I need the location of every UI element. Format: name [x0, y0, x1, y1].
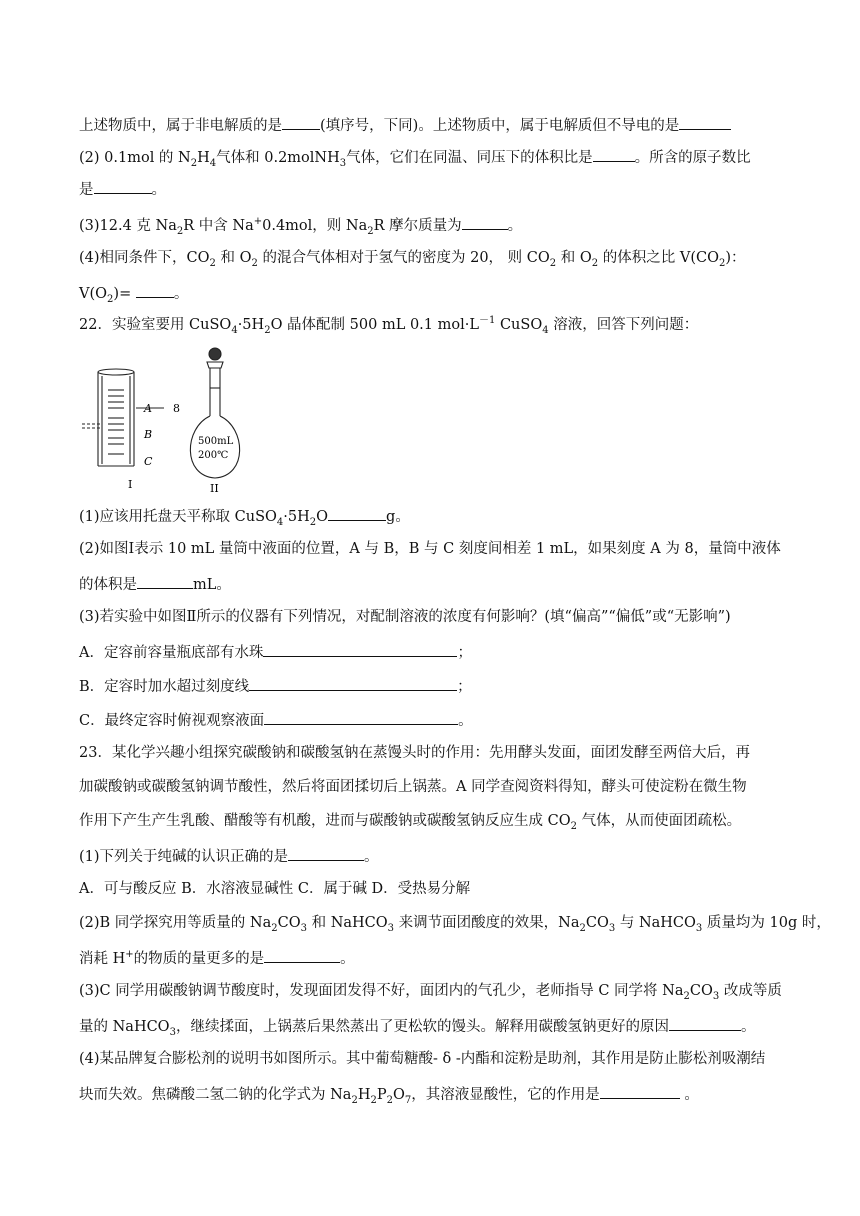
text: 作用下产生产生乳酸、醋酸等有机酸，进而与碳酸钠或碳酸氢钠反应生成 CO	[79, 813, 571, 829]
text: (2)如图Ⅰ表示 10 mL 量筒中液面的位置，A 与 B，B 与 C 刻度间相差 1 mL，如果刻度 A 为 8，量筒中液体	[79, 541, 781, 557]
q23-part1-options	[79, 879, 470, 899]
text: (3)C 同学用碳酸钠调节酸度时，发现面团发得不好，面团内的气孔少，老师指导 C 同学将 Na	[79, 983, 684, 999]
answer-blank[interactable]	[600, 1083, 680, 1099]
subscript: 4	[209, 157, 217, 169]
text: ，其溶液显酸性，它的作用是	[411, 1087, 600, 1103]
text: 与 NaHCO	[615, 915, 696, 931]
answer-blank[interactable]	[264, 709, 458, 725]
text: 量的 NaHCO	[79, 1019, 170, 1035]
subscript: 2	[309, 516, 317, 528]
subscript: 7	[404, 1094, 412, 1106]
subscript: 2	[718, 257, 726, 269]
text: 22．实验室要用 CuSO	[79, 317, 232, 333]
subscript: 2	[209, 257, 216, 269]
text: )=	[113, 286, 136, 302]
answer-blank[interactable]	[263, 641, 457, 657]
text: 的混合气体相对于氢气的密度为 20， 则 CO	[257, 250, 550, 266]
answer-blank[interactable]	[288, 845, 364, 861]
text: 的体积之比 V(CO	[598, 250, 719, 266]
text: C．最终定容时俯视观察液面	[79, 713, 265, 729]
text: H	[197, 150, 210, 166]
q22-stem	[79, 315, 698, 335]
subscript: 2	[351, 1094, 358, 1106]
q22-part2-cont	[79, 573, 231, 595]
q23-part4	[79, 1049, 765, 1069]
subscript: 4	[276, 516, 284, 528]
text: A．定容前容量瓶底部有水珠	[79, 645, 264, 661]
q22-part2	[79, 539, 781, 559]
text: P	[376, 1087, 387, 1103]
text: 。	[740, 1019, 756, 1035]
answer-blank[interactable]	[669, 1015, 741, 1031]
q23-part1	[79, 845, 379, 867]
subscript: 2	[570, 820, 577, 832]
q21-line1	[79, 114, 731, 136]
text: ，继续揉面，上锅蒸后果然蒸出了更松软的馒头。解释用碳酸氢钠更好的原因	[175, 1019, 669, 1035]
text: 23．某化学兴趣小组探究碳酸钠和碳酸氢钠在蒸馒头时的作用：先用酵头发面，面团发酵至两倍大后，再	[79, 745, 750, 761]
subscript: 2	[579, 922, 586, 934]
subscript: 3	[712, 990, 720, 1002]
subscript: 3	[387, 922, 395, 934]
text: B．定容时加水超过刻度线	[79, 679, 250, 695]
q23-part3-cont	[79, 1015, 755, 1037]
subscript: 3	[608, 922, 616, 934]
superscript: －1	[478, 315, 496, 327]
text: 。	[507, 218, 523, 234]
text: O	[393, 1087, 405, 1103]
q23-part2	[79, 913, 831, 933]
q22-option-c	[79, 709, 473, 731]
subscript: 2	[176, 225, 184, 237]
text: 。	[679, 1087, 699, 1103]
superscript: +	[253, 216, 263, 228]
subscript: 2	[683, 990, 690, 1002]
text: 0.4mol，则 Na	[262, 218, 368, 234]
q22-option-a	[79, 641, 472, 663]
q23-stem-line2	[79, 777, 747, 797]
q23-part3	[79, 981, 782, 1001]
text: R 摩尔质量为	[373, 218, 462, 234]
text: V(O	[79, 286, 108, 302]
text: 加碳酸钠或碳酸氢钠调节酸性，然后将面团揉切后上锅蒸。A 同学查阅资料得知，酵头可使淀粉在微生物	[79, 779, 747, 795]
q21-part2-cont	[79, 178, 166, 200]
text: (4)相同条件下，CO	[79, 250, 210, 266]
text: 块而失效。焦磷酸二氢二钠的化学式为 Na	[79, 1087, 352, 1103]
text: 。	[173, 286, 189, 302]
superscript: +	[125, 949, 134, 961]
text: 消耗 H	[79, 951, 126, 967]
answer-blank[interactable]	[137, 573, 193, 589]
text: O	[316, 509, 329, 525]
text: 和 NaHCO	[306, 915, 388, 931]
subscript: 2	[107, 293, 114, 305]
text: 。	[458, 713, 473, 729]
answer-blank[interactable]	[328, 505, 386, 521]
label-b: B	[144, 428, 153, 441]
answer-blank[interactable]	[462, 214, 508, 230]
q22-part3	[79, 607, 731, 627]
subscript: 2	[386, 1094, 393, 1106]
answer-blank[interactable]	[593, 146, 635, 162]
flask-volume-label: 500mL	[198, 436, 234, 447]
subscript: 4	[542, 324, 549, 336]
answer-blank[interactable]	[282, 114, 320, 130]
subscript: 2	[549, 257, 557, 269]
text: ·5H	[283, 509, 310, 525]
q23-stem-line1	[79, 743, 750, 763]
q21-part4-cont	[79, 282, 188, 304]
text: 气体和 0.2molNH	[216, 150, 340, 166]
caption-ii: II	[210, 482, 219, 494]
answer-blank[interactable]	[94, 178, 152, 194]
text: 。	[364, 849, 379, 865]
flask-temperature-label: 200℃	[198, 450, 229, 461]
subscript: 2	[370, 1094, 377, 1106]
text: CO	[689, 983, 713, 999]
text: ；	[457, 645, 472, 661]
text: O 晶体配制 500 mL 0.1 mol·L	[270, 317, 479, 333]
text: CuSO	[495, 317, 543, 333]
subscript: 3	[169, 1026, 176, 1038]
answer-blank[interactable]	[136, 282, 174, 298]
text: 。	[340, 951, 355, 967]
subscript: 3	[300, 922, 307, 934]
text: (1)下列关于纯碱的认识正确的是	[79, 849, 289, 865]
subscript: 4	[231, 324, 238, 336]
text: H	[357, 1087, 371, 1103]
apparatus-figure	[80, 344, 250, 494]
subscript: 2	[271, 922, 278, 934]
answer-blank[interactable]	[264, 947, 340, 963]
q22-part1	[79, 505, 410, 527]
text: 是	[79, 182, 94, 198]
text: (填序号，下同)。上述物质中，属于电解质但不导电的是	[320, 118, 680, 134]
text: 溶液，回答下列问题：	[548, 317, 699, 333]
q21-part4	[79, 248, 746, 268]
q23-stem-line3	[79, 811, 741, 831]
text: 气体，从而使面团疏松。	[576, 813, 742, 829]
text: (2)B 同学探究用等质量的 Na	[79, 915, 272, 931]
text: A．可与酸反应 B．水溶液显碱性 C．属于碱 D．受热易分解	[79, 881, 471, 897]
text: 质量均为 10g 时，	[702, 915, 831, 931]
text: 。	[151, 182, 166, 198]
text: (2) 0.1mol 的 N	[79, 150, 191, 166]
answer-blank[interactable]	[679, 114, 731, 130]
text: ；	[457, 679, 472, 695]
q21-part3	[79, 214, 522, 236]
subscript: 2	[251, 257, 258, 269]
text: mL。	[193, 577, 231, 593]
label-a: A	[144, 402, 152, 415]
text: 气体，它们在同温、同压下的体积比是	[346, 150, 593, 166]
q22-option-b	[79, 675, 472, 697]
text: (1)应该用托盘天平称取 CuSO	[79, 509, 277, 525]
subscript: 2	[264, 324, 271, 336]
text: (3)若实验中如图Ⅱ所示的仪器有下列情况，对配制溶液的浓度有何影响？(填“偏高”“偏低”或“无影响”)	[79, 609, 731, 625]
caption-i: I	[128, 478, 133, 491]
text: (3)12.4 克 Na	[79, 218, 177, 234]
subscript: 2	[591, 257, 599, 269]
answer-blank[interactable]	[249, 675, 457, 691]
text: ·5H	[237, 317, 265, 333]
q23-part2-cont	[79, 947, 355, 969]
text: 和 O	[556, 250, 592, 266]
label-8: 8	[173, 402, 180, 415]
q21-part2	[79, 146, 751, 168]
q23-part4-cont	[79, 1083, 699, 1105]
subscript: 2	[190, 157, 198, 169]
text: CO	[585, 915, 609, 931]
text: 的物质的量更多的是	[133, 951, 265, 967]
graduated-cylinder	[82, 369, 164, 466]
text: 来调节面团酸度的效果，Na	[394, 915, 580, 931]
text: g。	[386, 509, 410, 525]
text: 改成等质	[719, 983, 782, 999]
subscript: 3	[339, 157, 347, 169]
subscript: 2	[367, 225, 374, 237]
label-c: C	[144, 455, 153, 468]
text: CO	[277, 915, 301, 931]
text: 。所含的原子数比	[634, 150, 751, 166]
text: 和 O	[215, 250, 252, 266]
text: 的体积是	[79, 577, 137, 593]
subscript: 3	[695, 922, 703, 934]
text: )：	[725, 250, 746, 266]
text: R 中含 Na	[183, 218, 254, 234]
text: (4)某品牌复合膨松剂的说明书如图所示。其中葡萄糖酸- δ -内酯和淀粉是助剂，其作用是防止膨松剂吸潮结	[79, 1051, 766, 1067]
text: 上述物质中，属于非电解质的是	[79, 118, 282, 134]
